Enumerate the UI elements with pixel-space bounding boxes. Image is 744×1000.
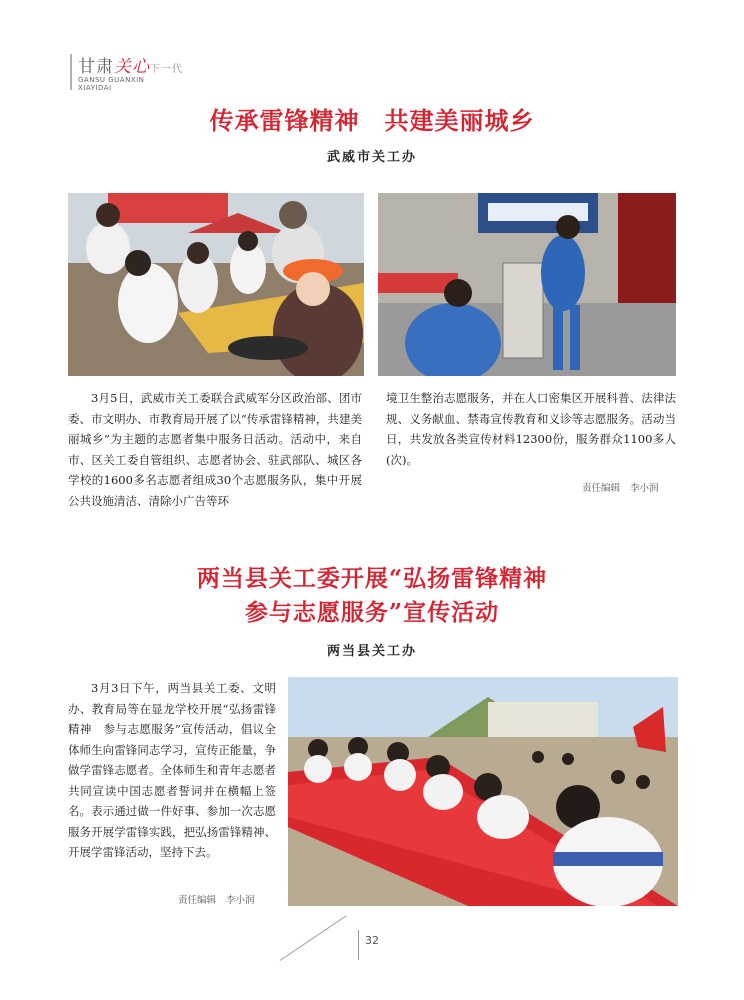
article1-photo-cleaning	[378, 193, 676, 376]
page-number: 32	[365, 934, 379, 947]
article1-paragraph-left: 3月5日，武威市关工委联合武威军分区政治部、团市委、市文明办、市教育局开展了以“传承雷锋精神，共建美丽城乡”为主题的志愿者集中服务日活动。活动中，来自市、区关工委自管组织、志愿者协会、驻武部队、城区各学校的1600多名志愿者组成30个志愿服务队，集中开展公共设施清洁、清除小广告等环	[68, 391, 362, 508]
article2-title-line2: 参与志愿服务”宣传活动	[244, 599, 500, 626]
magazine-masthead	[70, 52, 183, 96]
footer-divider	[358, 930, 359, 960]
masthead-divider	[70, 54, 72, 90]
editor-name: 李小润	[630, 483, 659, 494]
magazine-logo	[78, 52, 183, 77]
editor-name: 李小润	[226, 895, 255, 906]
article2-photo-banner-signing	[288, 677, 678, 906]
logo-accent-text: 关心	[114, 57, 150, 77]
article1-photo-free-clinic	[68, 193, 364, 376]
article1-title: 传承雷锋精神 共建美丽城乡	[209, 106, 535, 135]
article1-organization: 武威市关工办	[326, 150, 417, 165]
article2-title-line1: 两当县关工委开展“弘扬雷锋精神	[196, 565, 548, 592]
cleaning-photo-illustration	[378, 193, 676, 376]
article2-paragraph: 3月3日下午，两当县关工委、文明办、教育局等在显龙学校开展“弘扬雷锋精神 参与志愿服务”宣传活动，倡议全体师生向雷锋同志学习，宣传正能量，争做学雷锋志愿者。全体师生和青年志愿者共同宣读中国志愿者誓词并在横幅上签名。表示通过做一件好事、参加一次志愿服务开展学雷锋实践，把弘扬雷锋精神、开展学雷锋活动，坚持下去。	[68, 681, 276, 859]
logo-main-text: 甘肃	[78, 57, 114, 77]
banner-signing-photo-illustration	[288, 677, 678, 906]
logo-small-text: 下一代	[150, 64, 183, 75]
article1-editor-credit	[582, 480, 659, 494]
editor-label: 责任编辑	[582, 483, 621, 494]
article1-paragraph-right: 境卫生整治志愿服务，并在人口密集区开展科普、法律法规、义务献血、禁毒宣传教育和义诊等志愿服务。活动当日，共发放各类宣传材料12300份，服务群众1100多人(次)。	[386, 391, 676, 467]
free-clinic-photo-illustration	[68, 193, 364, 376]
editor-label: 责任编辑	[178, 895, 217, 906]
article2-organization: 两当县关工办	[326, 644, 417, 659]
logo-english-line1: GANSU GUANXIN	[78, 76, 145, 84]
logo-english-line2: XIAYIDAI	[78, 84, 112, 92]
article2-editor-credit	[178, 892, 255, 906]
footer-decorative-line	[280, 915, 347, 961]
